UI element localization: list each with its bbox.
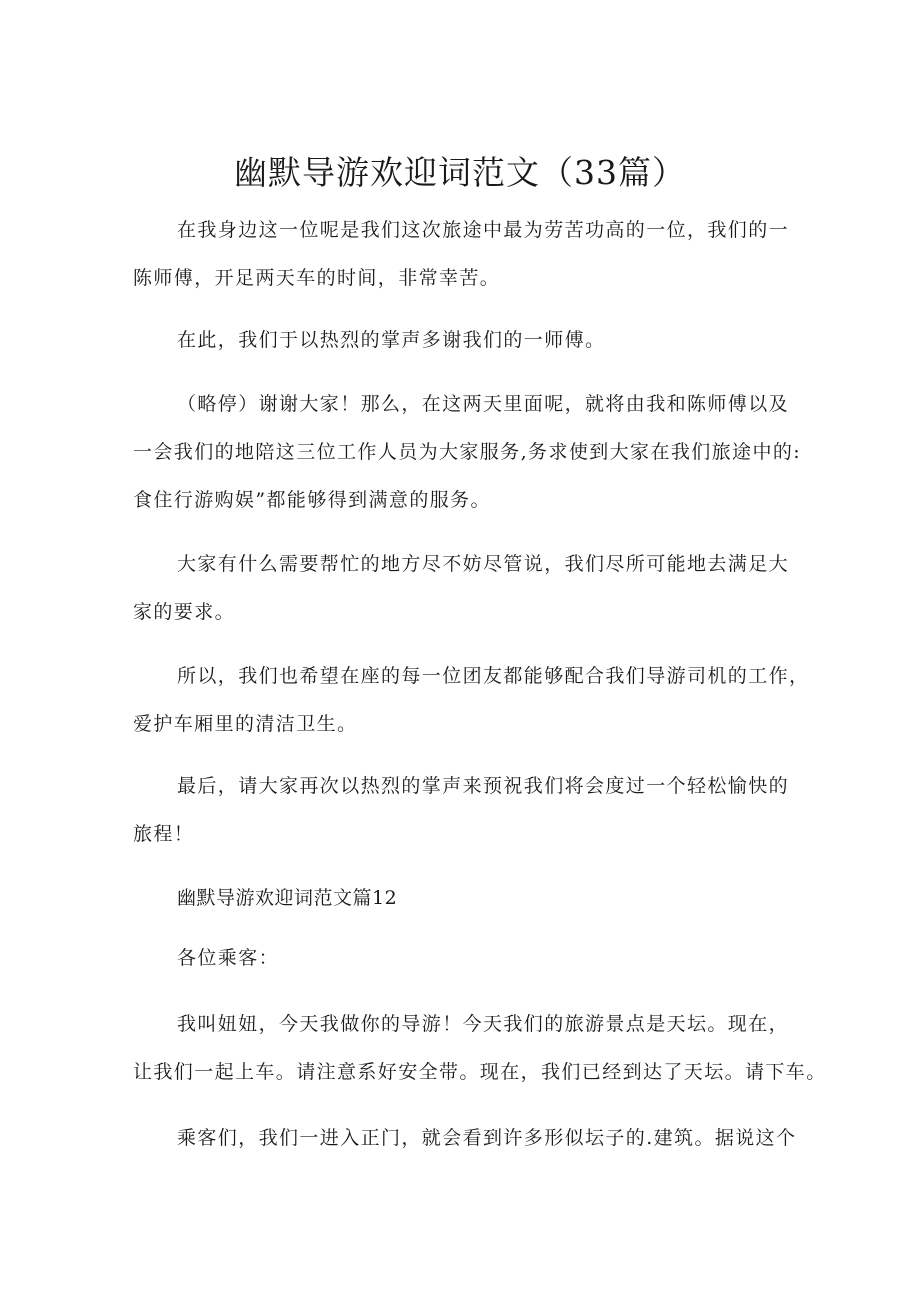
paragraph-cooperation bbox=[133, 652, 810, 748]
paragraph-temple-entry bbox=[133, 1114, 797, 1162]
paragraph-line: 最后，请大家再次以热烈的掌声来预祝我们将会度过一个轻松愉快的 bbox=[177, 775, 790, 797]
paragraph-thanks bbox=[133, 380, 802, 524]
paragraph-line: 在我身边这一位呢是我们这次旅途中最为劳苦功高的一位，我们的一 bbox=[177, 219, 790, 241]
paragraph-line: 爱护车厢里的清洁卫生。 bbox=[133, 713, 358, 735]
paragraph-line: 各位乘客： bbox=[177, 947, 280, 969]
section-heading-text: 幽默导游欢迎词范文篇12 bbox=[177, 887, 398, 909]
paragraph-line: 旅程！ bbox=[133, 823, 195, 845]
paragraph-line: 家的要求。 bbox=[133, 601, 236, 623]
paragraph-applause bbox=[133, 316, 793, 364]
paragraph-guide-intro bbox=[133, 1000, 827, 1096]
paragraph-needs bbox=[133, 540, 793, 636]
paragraph-closing bbox=[133, 762, 793, 858]
paragraph-line: （略停）谢谢大家！那么，在这两天里面呢，就将由我和陈师傅以及 bbox=[177, 393, 790, 415]
paragraph-line: 在此，我们于以热烈的掌声多谢我们的一师傅。 bbox=[177, 329, 606, 351]
section-heading bbox=[133, 874, 793, 922]
paragraph-salutation bbox=[133, 934, 793, 982]
paragraph-line: 陈师傅，开足两天车的时间，非常幸苦。 bbox=[133, 267, 501, 289]
paragraph-line: 食住行游购娱”都能够得到满意的服务。 bbox=[133, 489, 491, 511]
paragraph-line: 乘客们，我们一进入正门，就会看到许多形似坛子的.建筑。据说这个 bbox=[177, 1127, 797, 1149]
paragraph-line: 让我们一起上车。请注意系好安全带。现在，我们已经到达了天坛。请下车。 bbox=[133, 1061, 827, 1083]
paragraph-line: 所以，我们也希望在座的每一位团友都能够配合我们导游司机的工作， bbox=[177, 665, 810, 687]
paragraph-driver-intro bbox=[133, 206, 793, 302]
paragraph-line: 一会我们的地陪这三位工作人员为大家服务,务求使到大家在我们旅途中的: bbox=[133, 441, 802, 463]
paragraph-line: 我叫妞妞，今天我做你的导游！今天我们的旅游景点是天坛。现在， bbox=[177, 1013, 790, 1035]
paragraph-line: 大家有什么需要帮忙的地方尽不妨尽管说，我们尽所可能地去满足大 bbox=[177, 553, 790, 575]
document-title: 幽默导游欢迎词范文（33篇） bbox=[234, 153, 686, 192]
